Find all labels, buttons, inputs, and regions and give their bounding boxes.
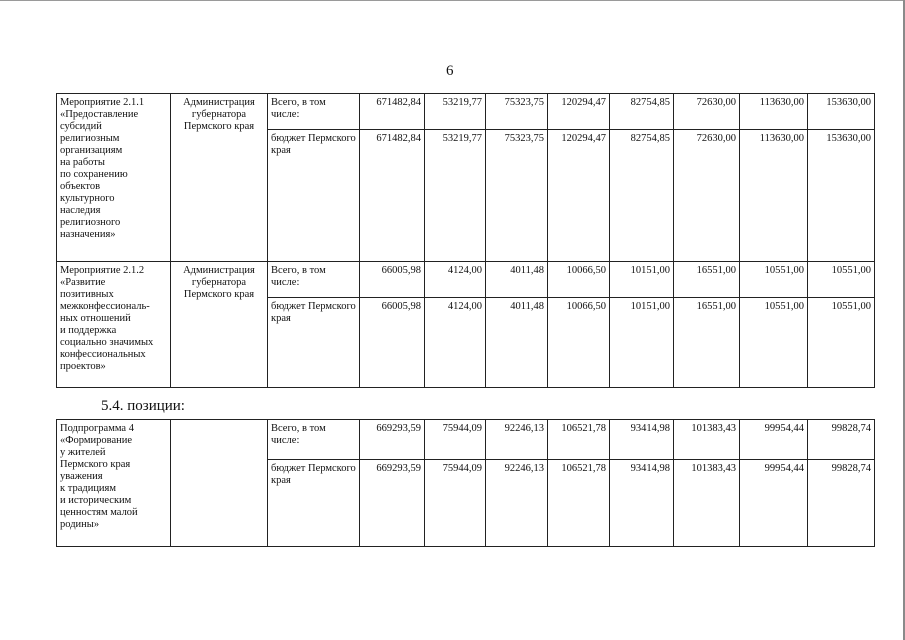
table-row xyxy=(57,94,875,130)
measure-name-cell xyxy=(57,94,171,262)
measure-name-cell xyxy=(57,420,171,547)
amount-cell: 106521,78 xyxy=(548,420,610,460)
amount-cell: 92246,13 xyxy=(486,420,548,460)
amount-cell: 53219,77 xyxy=(425,130,486,262)
amount-cell: 75944,09 xyxy=(425,460,486,547)
text-line: ценностям малой xyxy=(60,507,138,518)
amount-cell: 113630,00 xyxy=(740,130,808,262)
measure-name-cell xyxy=(57,262,171,388)
text-line: Подпрограмма 4 xyxy=(60,423,134,434)
text-line: культурного xyxy=(60,193,115,204)
text-line: позитивных xyxy=(60,289,114,300)
amount-cell: 10066,50 xyxy=(548,298,610,388)
text-line: родины» xyxy=(60,519,100,530)
responsible-org-cell xyxy=(171,420,268,547)
funding-source-cell: Всего, в том числе: xyxy=(268,262,360,298)
amount-cell: 99828,74 xyxy=(808,460,875,547)
text-line: губернатора xyxy=(191,277,247,288)
text-line: «Развитие xyxy=(60,277,106,288)
amount-cell: 82754,85 xyxy=(610,130,674,262)
amount-cell: 120294,47 xyxy=(548,94,610,130)
amount-cell: 66005,98 xyxy=(360,262,425,298)
text-line: на работы xyxy=(60,157,105,168)
amount-cell: 93414,98 xyxy=(610,420,674,460)
text-line: по сохранению xyxy=(60,169,128,180)
amount-cell: 669293,59 xyxy=(360,460,425,547)
amount-cell: 99954,44 xyxy=(740,460,808,547)
amount-cell: 16551,00 xyxy=(674,298,740,388)
amount-cell: 153630,00 xyxy=(808,130,875,262)
amount-cell: 93414,98 xyxy=(610,460,674,547)
text-line: к традициям xyxy=(60,483,117,494)
amount-cell: 101383,43 xyxy=(674,460,740,547)
amount-cell: 66005,98 xyxy=(360,298,425,388)
amount-cell: 671482,84 xyxy=(360,94,425,130)
amount-cell: 10551,00 xyxy=(808,298,875,388)
text-line: и историческим xyxy=(60,495,132,506)
amount-cell: 4124,00 xyxy=(425,262,486,298)
text-line: объектов xyxy=(60,181,101,192)
funding-source-cell: бюджет Пермского края xyxy=(268,460,360,547)
funding-source-cell: бюджет Пермского края xyxy=(268,130,360,262)
amount-cell: 120294,47 xyxy=(548,130,610,262)
text-line: социально значимых xyxy=(60,337,154,348)
text-line: проектов» xyxy=(60,361,106,372)
responsible-org-cell xyxy=(171,262,268,388)
amount-cell: 113630,00 xyxy=(740,94,808,130)
amount-cell: 53219,77 xyxy=(425,94,486,130)
table-row xyxy=(57,420,875,460)
scan-top-edge xyxy=(0,0,905,1)
amount-cell: 671482,84 xyxy=(360,130,425,262)
amount-cell: 106521,78 xyxy=(548,460,610,547)
text-line: у жителей xyxy=(60,447,106,458)
amount-cell: 99828,74 xyxy=(808,420,875,460)
text-line: губернатора xyxy=(191,109,247,120)
text-line: конфессиональных xyxy=(60,349,146,360)
amount-cell: 10151,00 xyxy=(610,298,674,388)
text-line: религиозным xyxy=(60,133,120,144)
amount-cell: 99954,44 xyxy=(740,420,808,460)
amount-cell: 153630,00 xyxy=(808,94,875,130)
text-line: уважения xyxy=(60,471,103,482)
amount-cell: 4124,00 xyxy=(425,298,486,388)
amount-cell: 4011,48 xyxy=(486,298,548,388)
budget-table-2 xyxy=(56,419,875,547)
amount-cell: 10066,50 xyxy=(548,262,610,298)
text-line: Мероприятие 2.1.1 xyxy=(60,97,145,108)
text-line: организациям xyxy=(60,145,123,156)
amount-cell: 10551,00 xyxy=(740,298,808,388)
amount-cell: 16551,00 xyxy=(674,262,740,298)
amount-cell: 72630,00 xyxy=(674,130,740,262)
text-line: ных отношений xyxy=(60,313,131,324)
section-title: 5.4. позиции: xyxy=(101,398,185,414)
funding-source-cell: Всего, в том числе: xyxy=(268,94,360,130)
amount-cell: 82754,85 xyxy=(610,94,674,130)
amount-cell: 75323,75 xyxy=(486,94,548,130)
amount-cell: 72630,00 xyxy=(674,94,740,130)
text-line: Пермского края xyxy=(183,289,255,300)
table-row xyxy=(57,262,875,298)
text-line: «Формирование xyxy=(60,435,133,446)
text-line: наследия xyxy=(60,205,101,216)
amount-cell: 92246,13 xyxy=(486,460,548,547)
amount-cell: 75323,75 xyxy=(486,130,548,262)
amount-cell: 669293,59 xyxy=(360,420,425,460)
text-line: Мероприятие 2.1.2 xyxy=(60,265,145,276)
text-line: Администрация xyxy=(183,97,255,108)
page-number: 6 xyxy=(446,63,454,79)
budget-table-1 xyxy=(56,93,875,388)
amount-cell: 4011,48 xyxy=(486,262,548,298)
text-line: назначения» xyxy=(60,229,116,240)
text-line: «Предоставление xyxy=(60,109,139,120)
text-line: Пермского края xyxy=(60,459,131,470)
amount-cell: 10151,00 xyxy=(610,262,674,298)
funding-source-cell: бюджет Пермского края xyxy=(268,298,360,388)
table-2-body xyxy=(57,420,875,547)
text-line: Администрация xyxy=(183,265,255,276)
amount-cell: 75944,09 xyxy=(425,420,486,460)
table-1-body xyxy=(57,94,875,388)
funding-source-cell: Всего, в том числе: xyxy=(268,420,360,460)
text-line: Пермского края xyxy=(183,121,255,132)
responsible-org-cell xyxy=(171,94,268,262)
text-line: религиозного xyxy=(60,217,121,228)
text-line: межконфессиональ- xyxy=(60,301,150,312)
text-line: субсидий xyxy=(60,121,102,132)
amount-cell: 101383,43 xyxy=(674,420,740,460)
amount-cell: 10551,00 xyxy=(808,262,875,298)
text-line: и поддержка xyxy=(60,325,117,336)
amount-cell: 10551,00 xyxy=(740,262,808,298)
